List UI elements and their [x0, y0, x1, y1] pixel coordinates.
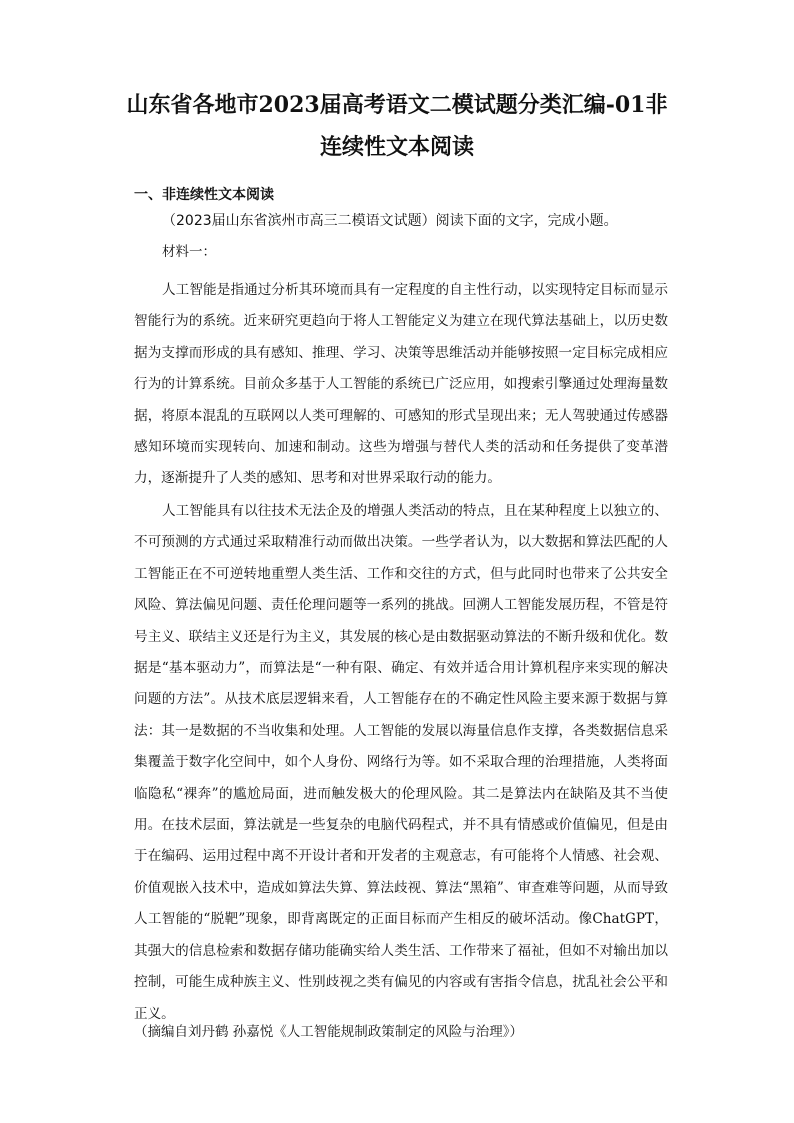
body-paragraph: 人工智能是指通过分析其环境而具有一定程度的自主性行动，以实现特定目标而显示智能行为的系统。近来研究更趋向于将人工智能定义为建立在现代算法基础上，以历史数据为支撑而形成的具有感知、推理、学习、决策等思维活动并能够按照一定目标完成相应行为的计算系统。目前众多基于人工智能的系统已广泛应用，如搜索引擎通过处理海量数据，将原本混乱的互联网以人类可理解的、可感知的形式呈现出来；无人驾驶通过传感器感知环境而实现转向、加速和制动。这些为增强与替代人类的活动和任务提供了变革潜力，逐渐提升了人类的感知、思考和对世界采取行动的能力。: [134, 282, 668, 487]
question-intro: （2023届山东省滨州市高三二模语文试题）阅读下面的文字，完成小题。: [162, 213, 618, 229]
body-paragraph: 人工智能具有以往技术无法企及的增强人类活动的特点，且在某种程度上以独立的、不可预测的方式通过采取精准行动而做出决策。一些学者认为，以大数据和算法匹配的人工智能正在不可逆转地重塑人类生活、工作和交往的方式，但与此同时也带来了公共安全风险、算法偏见问题、责任伦理问题等一系列的挑战。回溯人工智能发展历程，不管是符号主义、联结主义还是行为主义，其发展的核心是由数据驱动算法的不断升级和优化。数据是“基本驱动力”，而算法是“一种有限、确定、有效并适合用计算机程序来实现的解决问题的方法”。从技术底层逻辑来看，人工智能存在的不确定性风险主要来源于数据与算法：其一是数据的不当收集和处理。人工智能的发展以海量信息作支撑，各类数据信息采集覆盖于数字化空间中，如个人身份、网络行为等。如不采取合理的治理措施，人类将面临隐私“裸奔”的尴尬局面，进而触发极大的伦理风险。其二是算法内在缺陷及其不当使用。在技术层面，算法就是一些复杂的电脑代码程式，并不具有情感或价值偏见，但是由于在编码、运用过程中离不开设计者和开发者的主观意志，有可能将个人情感、社会观、价值观嵌入技术中，造成如算法失算、算法歧视、算法“黑箱”、审查难等问题，从而导致人工智能的“脱靶”现象，即背离既定的正面目标而产生相反的破坏活动。像ChatGPT，其强大的信息检索和数据存储功能确实给人类生活、工作带来了福祉，但如不对输出加以控制，可能生成种族主义、性别歧视之类有偏见的内容或有害指令信息，扰乱社会公平和正义。: [134, 503, 668, 1022]
section-heading: 一、非连续性文本阅读: [134, 187, 274, 203]
material-label: 材料一：: [162, 244, 216, 260]
source-citation: （摘编自刘丹鹤 孙嘉悦《人工智能规制政策制定的风险与治理》）: [134, 1024, 524, 1040]
document-title: 山东省各地市2023届高考语文二模试题分类汇编-01非连续性文本阅读: [126, 92, 668, 160]
